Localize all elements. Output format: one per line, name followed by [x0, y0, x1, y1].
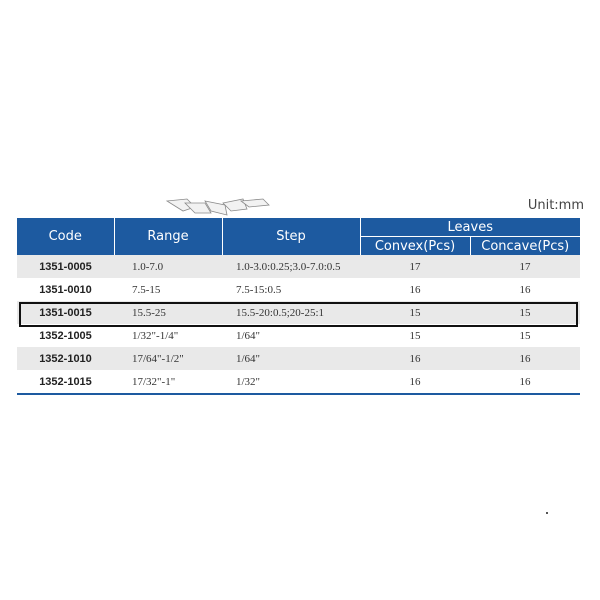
- cell-step: 7.5-15:0.5: [236, 283, 282, 296]
- cell-concave: 15: [470, 301, 580, 324]
- cell-code: 1351-0005: [17, 255, 114, 278]
- table-row: [17, 255, 580, 278]
- unit-label: Unit:mm: [527, 198, 584, 213]
- cell-step: 1.0-3.0:0.25;3.0-7.0:0.5: [222, 255, 360, 278]
- cell-range: 1/32"-1/4": [132, 329, 179, 342]
- cell-range: 1.0-7.0: [114, 255, 222, 278]
- radius-gauge-leaves-image: [165, 197, 271, 217]
- highlighted-row-outline: [19, 302, 578, 327]
- cell-convex: 17: [360, 255, 470, 278]
- header-code: Code: [17, 218, 114, 255]
- cell-concave: 16: [470, 370, 580, 394]
- header-leaves: Leaves: [360, 218, 580, 237]
- cell-step: 15.5-20:0.5;20-25:1: [222, 301, 360, 324]
- stray-dot: [546, 512, 548, 514]
- cell-convex: 16: [360, 370, 470, 394]
- cell-range: 15.5-25: [114, 301, 222, 324]
- cell-convex: 16: [360, 347, 470, 370]
- table-row: [17, 278, 580, 301]
- cell-code: 1351-0010: [39, 283, 92, 296]
- cell-concave: 17: [470, 255, 580, 278]
- cell-convex: 16: [409, 283, 421, 296]
- cell-step: 1/64": [222, 347, 360, 370]
- cell-concave: 16: [519, 283, 531, 296]
- cell-range: 7.5-15: [132, 283, 161, 296]
- cell-step: 1/64": [236, 329, 261, 342]
- cell-code: 1352-1005: [39, 329, 92, 342]
- cell-concave: 15: [519, 329, 531, 342]
- cell-range: 17/32"-1": [114, 370, 222, 394]
- header-concave: Concave(Pcs): [470, 237, 580, 256]
- table-row: [17, 324, 580, 347]
- table-row: [17, 370, 580, 394]
- header-range: Range: [114, 218, 222, 255]
- cell-code: 1352-1010: [17, 347, 114, 370]
- cell-step: 1/32": [222, 370, 360, 394]
- cell-convex: 15: [360, 301, 470, 324]
- header-step: Step: [222, 218, 360, 255]
- header-convex: Convex(Pcs): [360, 237, 470, 256]
- cell-concave: 16: [470, 347, 580, 370]
- cell-range: 17/64"-1/2": [114, 347, 222, 370]
- cell-convex: 15: [409, 329, 421, 342]
- cell-code: 1351-0015: [17, 301, 114, 324]
- cell-code: 1352-1015: [17, 370, 114, 394]
- table-row: [17, 347, 580, 370]
